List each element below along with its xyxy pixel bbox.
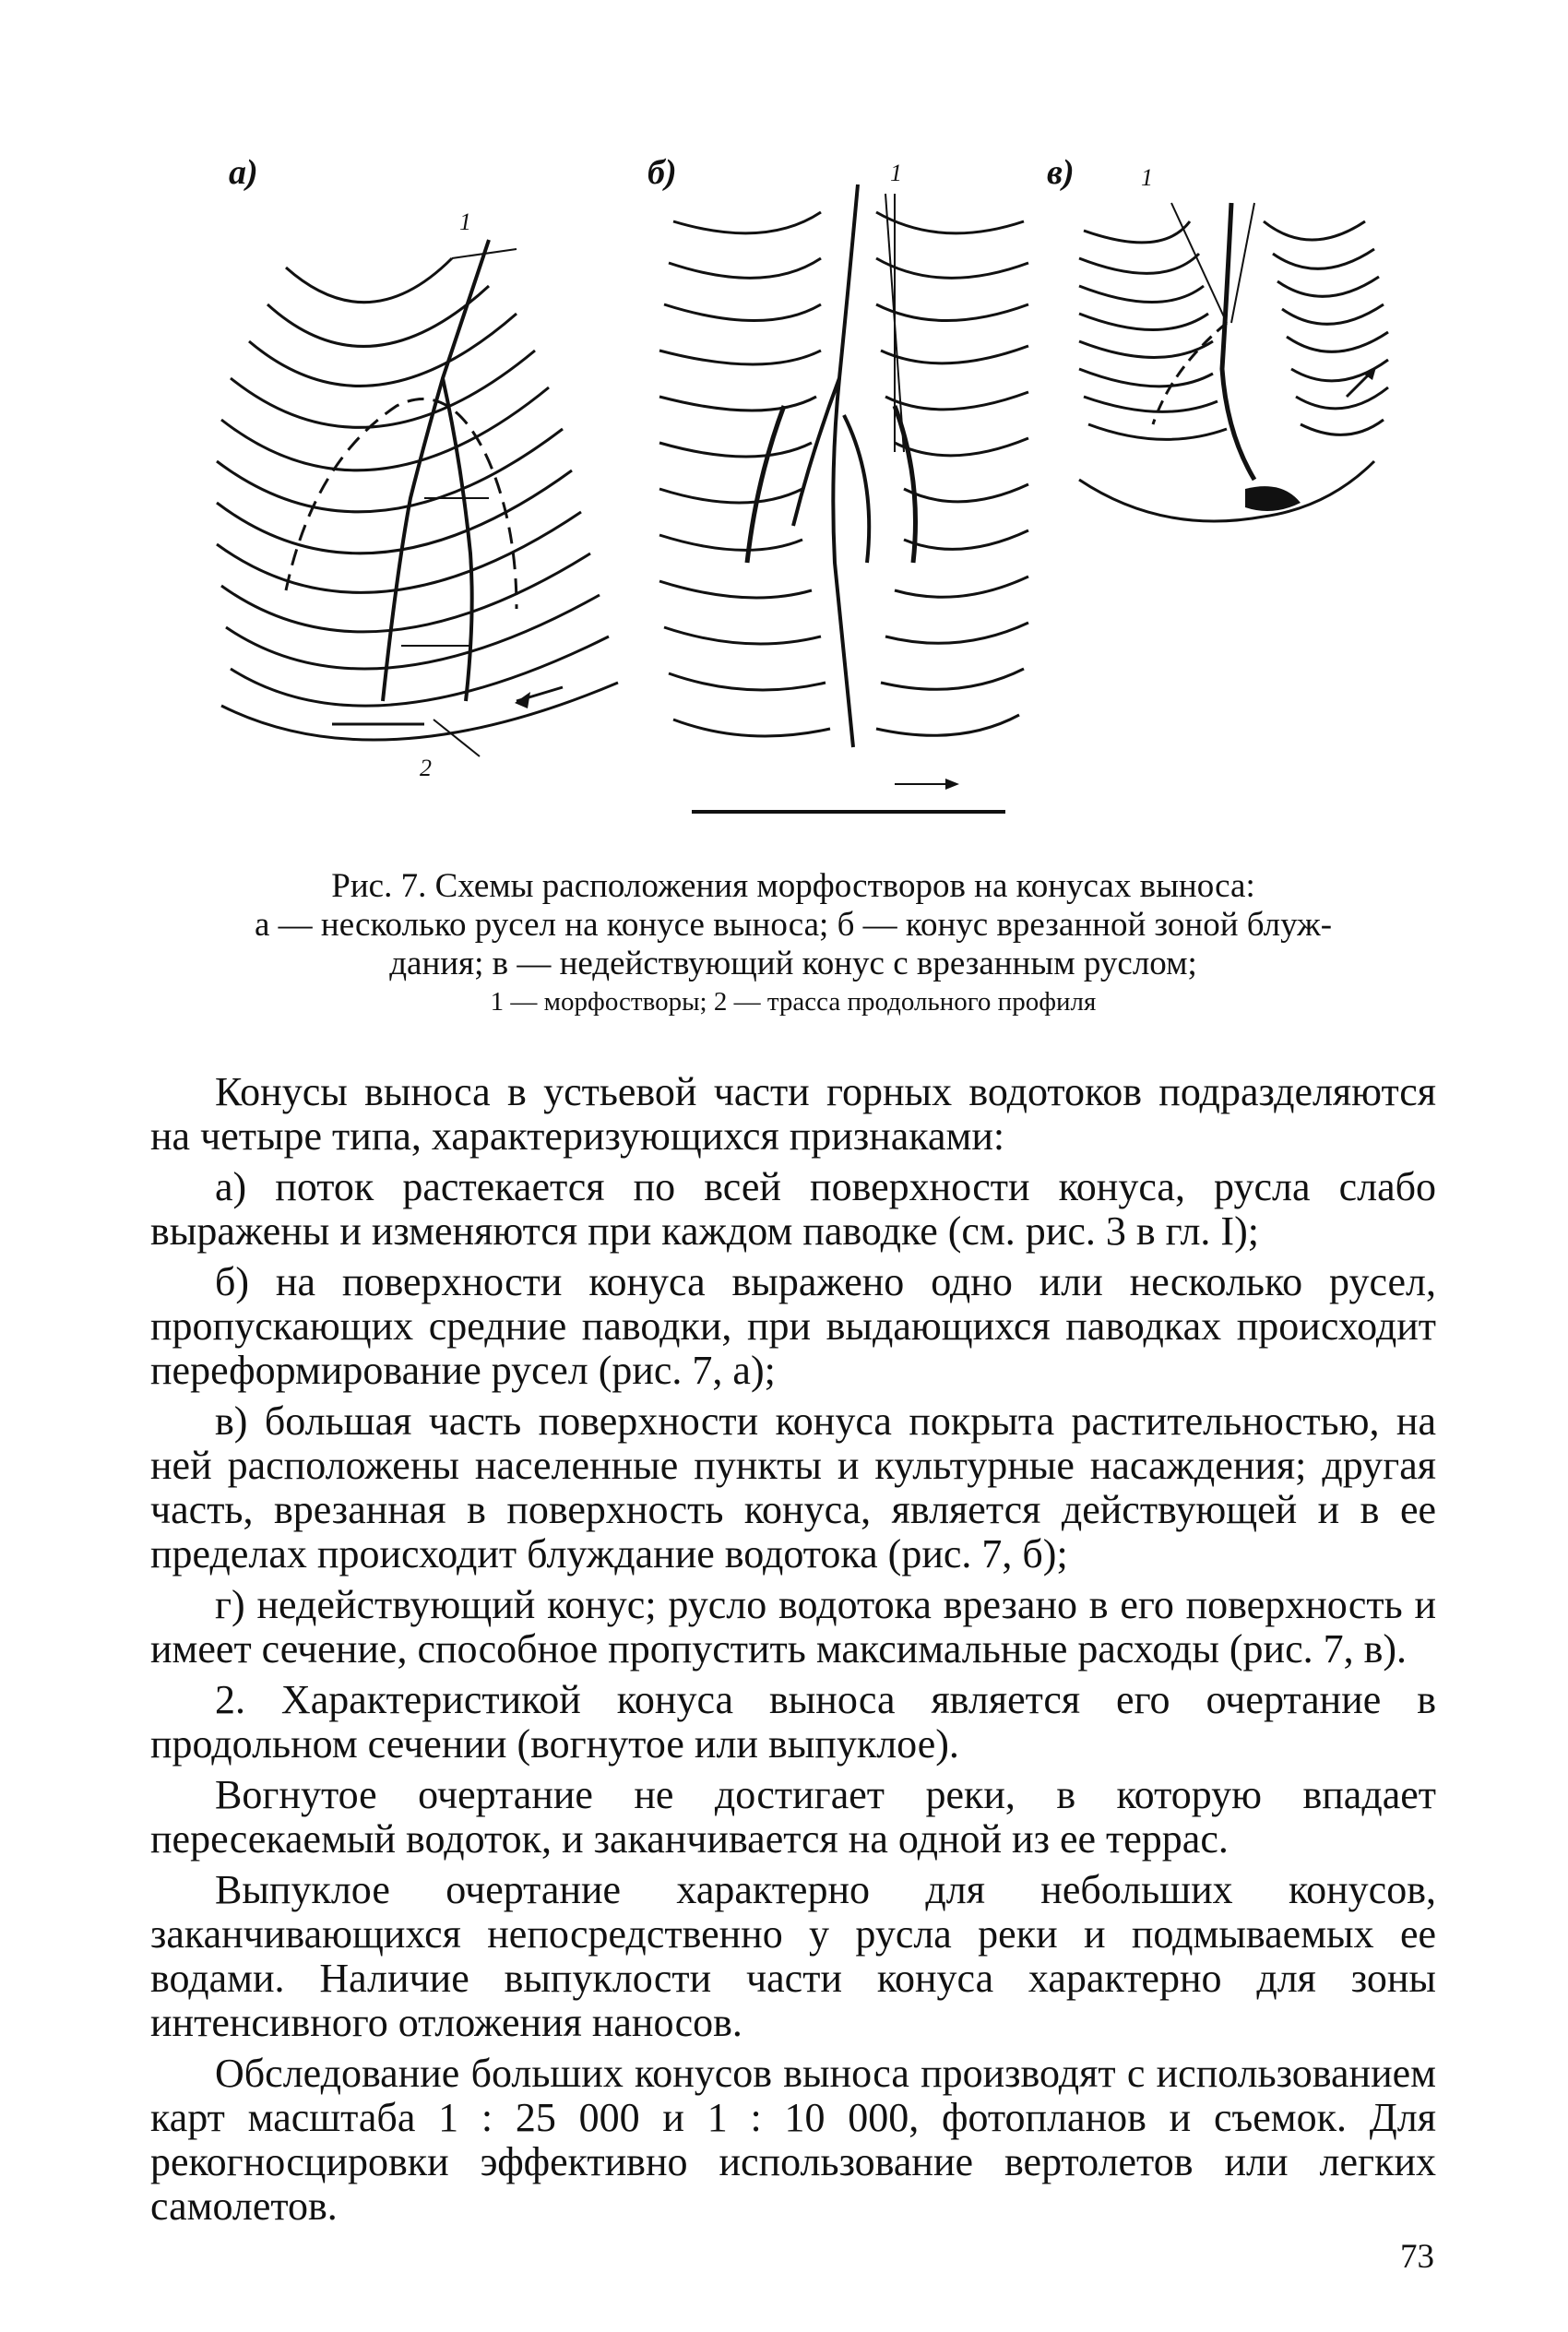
caption-line-1: Рис. 7. Схемы расположения морфостворов на конусах выноса: xyxy=(331,867,1255,905)
body-text xyxy=(150,1070,1436,2235)
paragraph-5: г) недействующий конус; русло водотока врезано в его поверхность и имеет сечение, способное пропустить максимальные расходы (рис. 7, в). xyxy=(150,1582,1436,1672)
figure-7 xyxy=(0,0,1568,849)
callout-a-2: 2 xyxy=(420,755,432,781)
panel-label-b: б) xyxy=(647,153,677,192)
paragraph-2: а) поток растекается по всей поверхности конуса, русла слабо выражены и изменяются при каждом паводке (см. рис. 3 в гл. I); xyxy=(150,1164,1436,1254)
figure-caption xyxy=(148,867,1439,1020)
paragraph-6: 2. Характеристикой конуса выноса является его очертание в продольном сечении (вогнутое или выпуклое). xyxy=(150,1677,1436,1767)
caption-line-2: а — несколько русел на конусе выноса; б — конус врезанной зоной блуж- xyxy=(254,906,1333,944)
panel-b-diagram xyxy=(646,175,1042,830)
caption-line-3: дания; в — недействующий конус с врезанным руслом; xyxy=(389,945,1197,982)
page-number: 73 xyxy=(1400,2238,1434,2276)
callout-a-1: 1 xyxy=(459,208,471,235)
paragraph-8: Выпуклое очертание характерно для небольших конусов, заканчивающихся непосредственно у русла реки и подмываемых ее водами. Наличие выпуклости части конуса характерно для зоны интенсивного отложения наносов. xyxy=(150,1867,1436,2045)
callout-v-1: 1 xyxy=(1141,164,1153,191)
paragraph-4: в) большая часть поверхности конуса покрыта растительностью, на ней расположены населенные пункты и культурные насаждения; другая часть, врезанная в поверхность конуса, является действующей и в ее пределах происходит блуждание водотока (рис. 7, б); xyxy=(150,1398,1436,1576)
panel-label-a: а) xyxy=(229,153,258,192)
paragraph-3: б) на поверхности конуса выражено одно или несколько русел, пропускающих средние паводки, при выдающихся паводках происходит переформирование русел (рис. 7, а); xyxy=(150,1259,1436,1393)
paragraph-7: Вогнутое очертание не достигает реки, в которую впадает пересекаемый водоток, и заканчивается на одной из ее террас. xyxy=(150,1772,1436,1862)
caption-legend: 1 — морфостворы; 2 — трасса продольного профиля xyxy=(490,987,1097,1017)
panel-a-diagram xyxy=(212,221,627,793)
paragraph-9: Обследование больших конусов выноса производят с использованием карт масштаба 1 : 25 000 и 1 : 10 000, фотопланов и съемок. Для рекогносцировки эффективно использование вертолетов или легких самолетов. xyxy=(150,2051,1436,2229)
callout-b-1: 1 xyxy=(890,160,902,186)
panel-label-v: в) xyxy=(1047,153,1075,192)
panel-v-diagram xyxy=(1070,184,1402,553)
paragraph-1: Конусы выноса в устьевой части горных водотоков подразделяются на четыре типа, характеризующихся признаками: xyxy=(150,1069,1436,1159)
